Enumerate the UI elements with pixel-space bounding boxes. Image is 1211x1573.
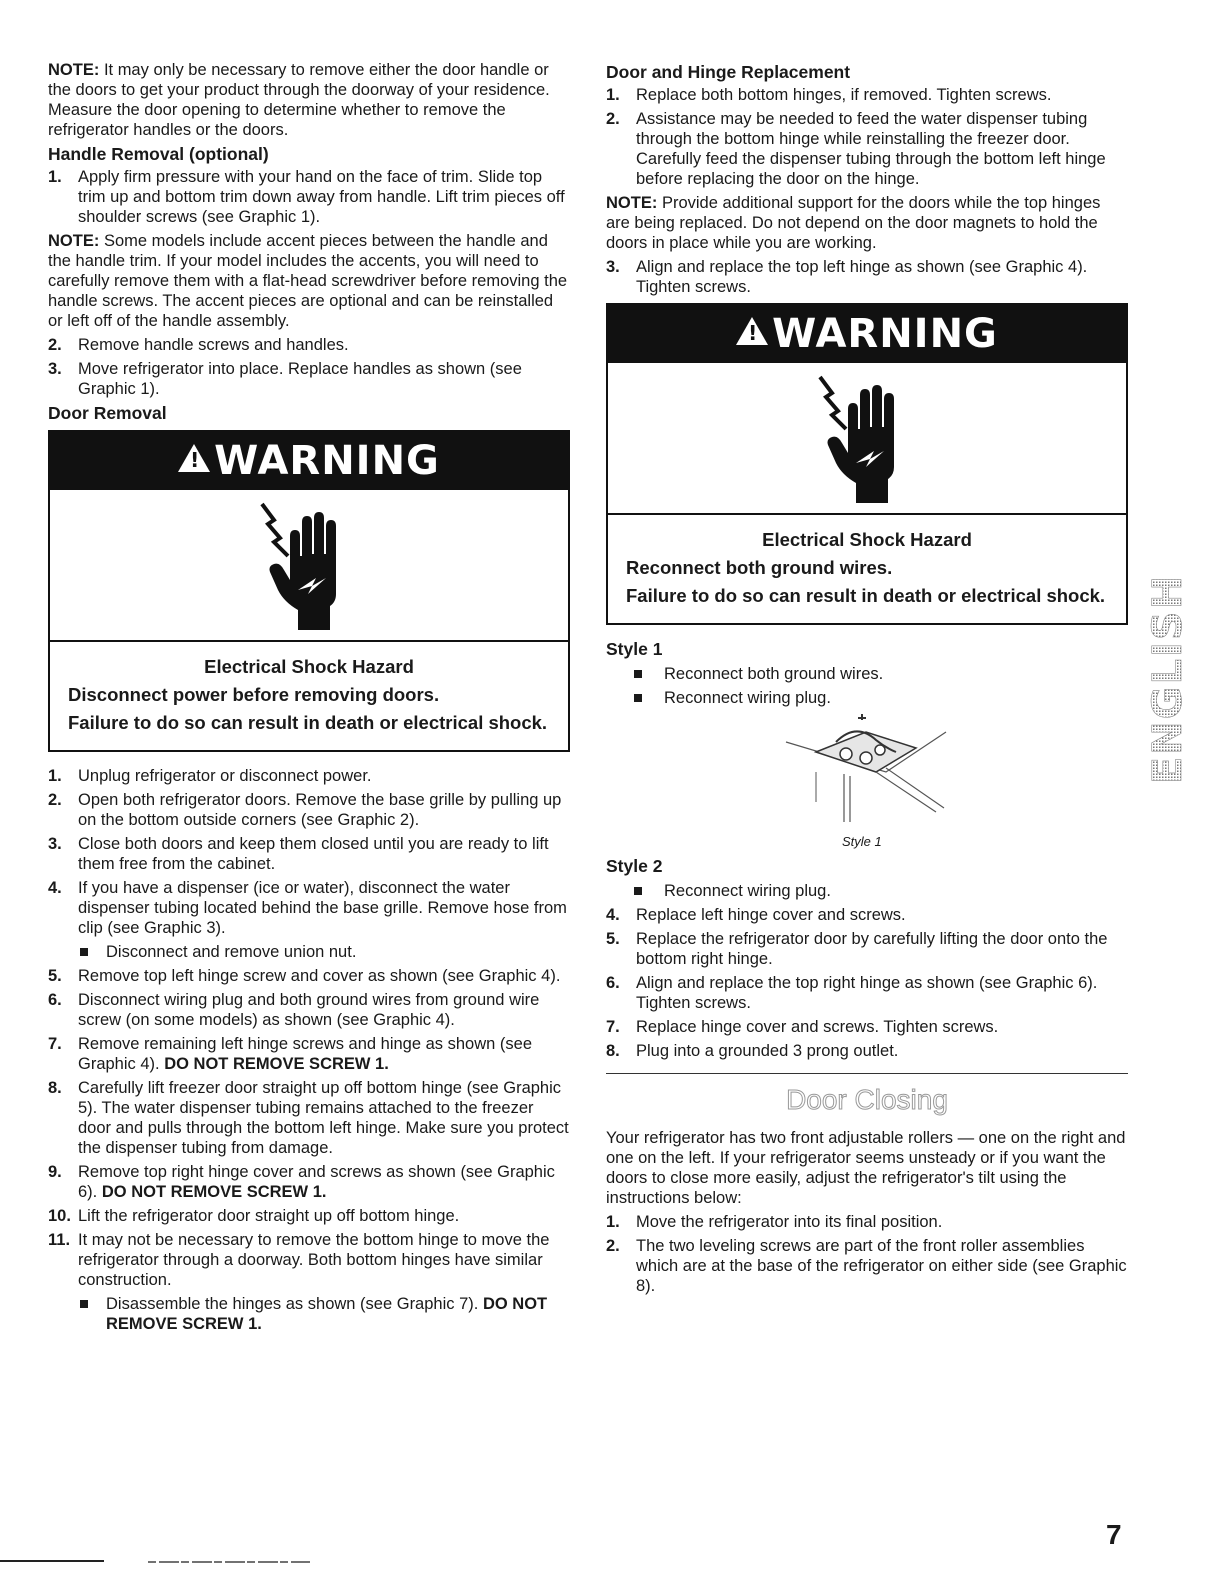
step-number: 2. xyxy=(48,791,62,809)
step-text: Plug into a grounded 3 prong outlet. xyxy=(636,1042,899,1060)
note-text: Provide additional support for the doors while the top hinges are being replaced. Do not depend on the door magnets to hold the doors in place while you are working. xyxy=(606,194,1101,252)
warning-hazard-title: Electrical Shock Hazard xyxy=(204,656,414,677)
style-1-figure xyxy=(606,712,1128,852)
step-number: 1. xyxy=(48,767,62,785)
list-item xyxy=(48,966,570,986)
warning-triangle-icon xyxy=(736,317,768,345)
page-number: 7 xyxy=(1106,1519,1122,1550)
warning-body xyxy=(608,515,1126,623)
warning-box xyxy=(48,430,570,752)
step-number: 1. xyxy=(606,86,620,104)
step-number: 3. xyxy=(48,360,62,378)
list-item xyxy=(606,109,1128,189)
step-text: Replace left hinge cover and screws. xyxy=(636,906,906,924)
door-hinge-replacement-heading: Door and Hinge Replacement xyxy=(606,62,851,82)
warning-header xyxy=(50,432,568,490)
step-number: 3. xyxy=(48,835,62,853)
warning-box xyxy=(606,303,1128,625)
list-item xyxy=(48,335,570,355)
step-11-bullets xyxy=(78,1294,570,1334)
wiring-plug-illustration xyxy=(776,712,956,832)
step-number: 6. xyxy=(606,974,620,992)
step-text: Align and replace the top left hinge as shown (see Graphic 4). Tighten screws. xyxy=(636,258,1088,296)
step-text: Unplug refrigerator or disconnect power. xyxy=(78,767,372,785)
list-item xyxy=(606,973,1128,1013)
list-item xyxy=(606,905,1128,925)
replacement-steps-b xyxy=(606,905,1128,1061)
handle-removal-heading: Handle Removal (optional) xyxy=(48,144,269,164)
note-support-doors xyxy=(606,193,1128,253)
warning-hazard-title: Electrical Shock Hazard xyxy=(762,529,972,550)
door-closing-title: Door Closing xyxy=(786,1084,948,1115)
style-2-heading: Style 2 xyxy=(606,856,663,876)
list-item xyxy=(48,834,570,874)
list-item xyxy=(606,929,1128,969)
list-item: Disconnect and remove union nut. xyxy=(78,942,570,962)
step-text: Replace the refrigerator door by carefully lifting the door onto the bottom right hinge. xyxy=(636,930,1108,968)
step-number: 2. xyxy=(48,336,62,354)
note-label: NOTE: xyxy=(606,194,658,212)
step-number: 6. xyxy=(48,991,62,1009)
step-number: 9. xyxy=(48,1163,62,1181)
step-number: 1. xyxy=(48,168,62,186)
style-2-bullets xyxy=(606,881,1128,901)
handle-steps-a xyxy=(48,167,570,227)
electric-shock-hand-icon xyxy=(812,371,922,507)
list-item xyxy=(48,1206,570,1226)
step-text: Disconnect wiring plug and both ground wires from ground wire screw (on some models) as shown (see Graphic 4). xyxy=(78,991,540,1029)
step-number: 11. xyxy=(48,1231,71,1249)
door-removal-heading: Door Removal xyxy=(48,403,167,423)
right-column xyxy=(606,60,1128,1300)
step-number: 4. xyxy=(606,906,620,924)
list-item xyxy=(606,1212,1128,1232)
step-text: Assistance may be needed to feed the water dispenser tubing through the bottom hinge while reinstalling the freezer door. Carefully feed the dispenser tubing through the bottom left hinge before replacing the door on the hinge. xyxy=(636,110,1106,188)
step-number: 5. xyxy=(606,930,620,948)
door-removal-steps-a xyxy=(48,766,570,1334)
warning-header xyxy=(608,305,1126,363)
warning-line-1: Disconnect power before removing doors. xyxy=(68,684,440,705)
step-text: Remove top left hinge screw and cover as shown (see Graphic 4). xyxy=(78,967,561,985)
note-text: Some models include accent pieces between the handle and the handle trim. If your model includes the accents, you will need to carefully remove them with a flat-head screwdriver before removing the handle screws. The accent pieces are optional and can be reinstalled or left off of the handle assembly. xyxy=(48,232,568,330)
list-item xyxy=(48,1230,570,1334)
step-4-bullets xyxy=(78,942,570,962)
shock-hazard-area xyxy=(50,490,568,642)
list-item xyxy=(48,1078,570,1158)
section-divider xyxy=(606,1073,1128,1074)
replacement-steps-a xyxy=(606,85,1128,189)
step-text: Replace both bottom hinges, if removed. Tighten screws. xyxy=(636,86,1052,104)
step-text: Remove handle screws and handles. xyxy=(78,336,349,354)
warning-title: WARNING xyxy=(772,311,998,357)
list-item xyxy=(78,1294,570,1334)
step-text: The two leveling screws are part of the front roller assemblies which are at the base of the refrigerator on either side (see Graphic 8). xyxy=(636,1237,1127,1295)
step-warning-text: DO NOT REMOVE SCREW 1. xyxy=(164,1055,389,1073)
language-side-tab xyxy=(1145,568,1191,790)
step-number: 1. xyxy=(606,1213,620,1231)
replacement-step-3 xyxy=(606,257,1128,297)
warning-line-2: Failure to do so can result in death or electrical shock. xyxy=(68,712,548,733)
step-number: 7. xyxy=(48,1035,62,1053)
warning-triangle-icon xyxy=(178,444,210,472)
language-tab-graphic xyxy=(1145,568,1191,790)
list-item: Reconnect both ground wires. xyxy=(606,664,1128,684)
step-warning-text: DO NOT REMOVE SCREW 1. xyxy=(101,1183,327,1201)
step-warning-text: DO NOT REMOVE SCREW 1. xyxy=(106,1295,548,1333)
footer-rule xyxy=(0,1559,330,1565)
note-handle-or-doors xyxy=(48,60,570,140)
style-1-heading: Style 1 xyxy=(606,639,663,659)
step-text: Open both refrigerator doors. Remove the base grille by pulling up on the bottom outside corners (see Graphic 2). xyxy=(78,791,562,829)
step-text: Remove top right hinge cover and screws as shown (see Graphic 6). xyxy=(78,1163,555,1201)
door-closing-intro: Your refrigerator has two front adjustable rollers — one on the right and one on the left. If your refrigerator seems unsteady or if you want the doors to close more easily, adjust the refrigerator's tilt using the instructions below: xyxy=(606,1129,1126,1207)
list-item: Reconnect wiring plug. xyxy=(606,688,1128,708)
step-number: 4. xyxy=(48,879,62,897)
list-item xyxy=(48,878,570,962)
step-text: Carefully lift freezer door straight up off bottom hinge (see Graphic 5). The water dispenser tubing remains attached to the freezer door and pulls through the bottom left hinge. Make sure you protect the dispenser tubing from damage. xyxy=(78,1079,569,1157)
list-item xyxy=(606,85,1128,105)
step-number: 2. xyxy=(606,1237,620,1255)
note-label: NOTE: xyxy=(48,61,100,79)
list-item xyxy=(48,167,570,227)
step-text: Apply firm pressure with your hand on the face of trim. Slide top trim up and bottom trim down away from handle. Lift trim pieces off shoulder screws (see Graphic 1). xyxy=(78,168,565,226)
list-item xyxy=(48,990,570,1030)
step-text: Align and replace the top right hinge as shown (see Graphic 6). Tighten screws. xyxy=(636,974,1098,1012)
step-text: Replace hinge cover and screws. Tighten screws. xyxy=(636,1018,999,1036)
step-text: Remove remaining left hinge screws and hinge as shown (see Graphic 4). xyxy=(78,1035,532,1073)
list-item xyxy=(606,1017,1128,1037)
list-item xyxy=(48,359,570,399)
step-number: 8. xyxy=(606,1042,620,1060)
list-item xyxy=(48,1034,570,1074)
list-item xyxy=(606,1041,1128,1061)
warning-body xyxy=(50,642,568,750)
step-number: 3. xyxy=(606,258,620,276)
step-text: If you have a dispenser (ice or water), disconnect the water dispenser tubing located behind the base grille. Remove hose from clip (see Graphic 3). xyxy=(78,879,567,937)
step-text: It may not be necessary to remove the bottom hinge to move the refrigerator through a doorway. Both bottom hinges have similar construction. xyxy=(78,1231,550,1289)
note-label: NOTE: xyxy=(48,232,100,250)
step-number: 5. xyxy=(48,967,62,985)
step-text: Lift the refrigerator door straight up off bottom hinge. xyxy=(78,1207,460,1225)
figure-caption: Style 1 xyxy=(842,834,882,849)
shock-hazard-area xyxy=(608,363,1126,515)
step-number: 10. xyxy=(48,1207,71,1225)
list-item xyxy=(48,790,570,830)
step-number: 8. xyxy=(48,1079,62,1097)
list-item xyxy=(606,257,1128,297)
list-item xyxy=(48,1162,570,1202)
handle-steps-b xyxy=(48,335,570,399)
step-text: Move the refrigerator into its final position. xyxy=(636,1213,943,1231)
note-text: It may only be necessary to remove either the door handle or the doors to get your product through the doorway of your residence. Measure the door opening to determine whether to remove the refrigerator handles or the doors. xyxy=(48,61,550,139)
warning-line-2: Failure to do so can result in death or electrical shock. xyxy=(626,585,1106,606)
list-item xyxy=(606,1236,1128,1296)
step-number: 2. xyxy=(606,110,620,128)
warning-title: WARNING xyxy=(214,438,440,484)
left-column xyxy=(48,60,570,1338)
warning-line-1: Reconnect both ground wires. xyxy=(626,557,893,578)
step-number: 7. xyxy=(606,1018,620,1036)
list-item: Reconnect wiring plug. xyxy=(606,881,1128,901)
step-text: Move refrigerator into place. Replace handles as shown (see Graphic 1). xyxy=(78,360,522,398)
bullet-text: Disassemble the hinges as shown (see Graphic 7). xyxy=(106,1295,479,1313)
note-accent-pieces xyxy=(48,231,570,331)
language-tab-text: ENGLISH xyxy=(1145,573,1191,785)
door-closing-steps xyxy=(606,1212,1128,1296)
step-text: Close both doors and keep them closed until you are ready to lift them free from the cabinet. xyxy=(78,835,549,873)
list-item xyxy=(48,766,570,786)
electric-shock-hand-icon xyxy=(254,498,364,634)
style-1-bullets xyxy=(606,664,1128,708)
